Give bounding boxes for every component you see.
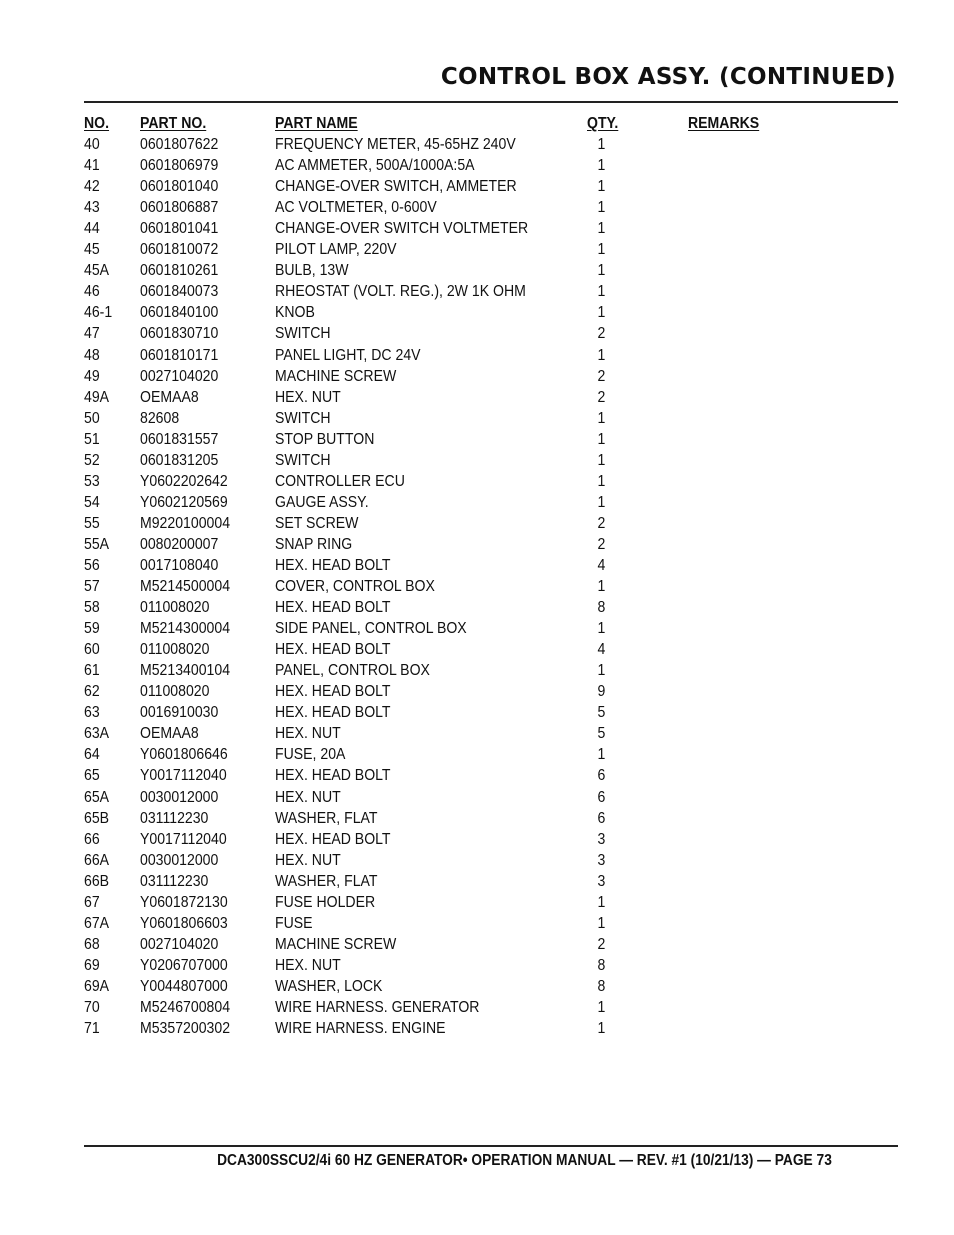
cell-qty: 1 [597,283,606,301]
cell-no: 44 [84,220,100,238]
parts-table [84,113,844,1039]
cell-part-no: 0601806887 [140,199,219,217]
cell-part-name: BULB, 13W [275,262,349,280]
cell-no: 66B [84,872,110,890]
cell-qty: 1 [597,136,606,154]
cell-qty: 5 [597,704,606,722]
cell-qty: 1 [597,346,606,364]
table-row [84,976,844,997]
cell-remarks [688,681,820,702]
cell-part-name: FUSE, 20A [275,746,346,764]
cell-remarks [688,260,820,281]
cell-qty: 1 [597,451,606,469]
table-row [84,302,844,323]
header-qty: QTY. [587,115,619,132]
cell-qty: 6 [597,788,606,806]
cell-part-name: AC VOLTMETER, 0-600V [275,199,437,217]
table-row [84,534,844,555]
cell-part-name: MACHINE SCREW [275,367,397,385]
cell-qty: 3 [597,851,606,869]
cell-qty: 2 [597,388,606,406]
table-row [84,218,844,239]
cell-part-no: 0601810171 [140,346,219,364]
cell-part-name: PANEL LIGHT, DC 24V [275,346,421,364]
cell-part-no: 0601830710 [140,325,219,343]
cell-qty: 1 [597,430,606,448]
table-row [84,808,844,829]
cell-part-no: Y0602202642 [140,472,228,490]
cell-remarks [688,576,820,597]
cell-part-no: 0601810072 [140,241,219,259]
cell-part-name: WASHER, FLAT [275,809,378,827]
cell-no: 40 [84,136,100,154]
cell-qty: 2 [597,325,606,343]
cell-part-name: HEX. HEAD BOLT [275,599,391,617]
cell-part-name: PILOT LAMP, 220V [275,241,397,259]
cell-part-no: 0601840100 [140,304,219,322]
cell-part-no: 031112230 [140,872,209,890]
cell-part-name: RHEOSTAT (VOLT. REG.), 2W 1K OHM [275,283,526,301]
cell-qty: 1 [597,241,606,259]
cell-no: 68 [84,935,100,953]
table-row [84,366,844,387]
cell-part-name: WASHER, FLAT [275,872,378,890]
cell-no: 71 [84,1020,100,1038]
cell-no: 50 [84,409,100,427]
cell-qty: 1 [597,578,606,596]
cell-remarks [688,892,820,913]
cell-remarks [688,871,820,892]
cell-part-no: 0030012000 [140,851,219,869]
cell-qty: 1 [597,662,606,680]
cell-part-name: HEX. NUT [275,725,341,743]
cell-part-no: 0601807622 [140,136,219,154]
cell-qty: 1 [597,178,606,196]
table-row [84,765,844,786]
cell-no: 65B [84,809,110,827]
cell-part-name: PANEL, CONTROL BOX [275,662,430,680]
cell-part-name: WIRE HARNESS. GENERATOR [275,998,480,1016]
cell-part-no: 0601840073 [140,283,219,301]
cell-remarks [688,281,820,302]
cell-part-no: 011008020 [140,683,210,701]
table-row [84,787,844,808]
cell-no: 66A [84,851,110,869]
cell-qty: 1 [597,157,606,175]
cell-remarks [688,387,820,408]
cell-qty: 2 [597,935,606,953]
cell-part-name: HEX. HEAD BOLT [275,767,391,785]
cell-no: 48 [84,346,100,364]
cell-no: 55 [84,514,100,532]
cell-part-no: OEMAA8 [140,725,199,743]
table-row [84,387,844,408]
cell-part-no: 0080200007 [140,535,219,553]
cell-qty: 5 [597,725,606,743]
footer-divider [84,1145,898,1147]
cell-remarks [688,197,820,218]
cell-part-name: SWITCH [275,409,331,427]
cell-part-name: HEX. HEAD BOLT [275,641,391,659]
cell-part-no: Y0017112040 [140,767,227,785]
cell-remarks [688,302,820,323]
cell-part-no: Y0017112040 [140,830,227,848]
table-row [84,155,844,176]
cell-part-no: 0601801041 [140,220,219,238]
cell-remarks [688,955,820,976]
cell-qty: 2 [597,535,606,553]
cell-no: 56 [84,556,100,574]
table-row [84,955,844,976]
cell-part-name: FREQUENCY METER, 45-65HZ 240V [275,136,516,154]
table-row [84,492,844,513]
cell-qty: 1 [597,493,606,511]
cell-no: 49 [84,367,100,385]
cell-no: 67 [84,893,100,911]
cell-part-no: 0601806979 [140,157,219,175]
cell-part-no: 0601831205 [140,451,219,469]
cell-remarks [688,934,820,955]
cell-part-name: HEX. NUT [275,851,341,869]
cell-qty: 1 [597,409,606,427]
cell-part-no: Y0601872130 [140,893,228,911]
table-row [84,281,844,302]
cell-remarks [688,850,820,871]
cell-part-no: 0017108040 [140,556,219,574]
table-row [84,618,844,639]
cell-no: 53 [84,472,100,490]
cell-qty: 1 [597,620,606,638]
table-row [84,829,844,850]
cell-part-no: 0601801040 [140,178,219,196]
cell-part-name: KNOB [275,304,315,322]
cell-part-no: Y0601806603 [140,914,228,932]
cell-no: 62 [84,683,100,701]
cell-part-name: SWITCH [275,325,331,343]
header-remarks: REMARKS [688,115,760,132]
cell-part-name: HEX. HEAD BOLT [275,556,391,574]
cell-qty: 2 [597,367,606,385]
table-row [84,134,844,155]
cell-part-name: HEX. NUT [275,956,341,974]
cell-part-no: M5357200302 [140,1020,231,1038]
cell-part-name: FUSE HOLDER [275,893,376,911]
cell-part-name: CHANGE-OVER SWITCH VOLTMETER [275,220,529,238]
cell-no: 45 [84,241,100,259]
cell-part-name: MACHINE SCREW [275,935,397,953]
table-row [84,471,844,492]
cell-part-no: M5214300004 [140,620,231,638]
cell-part-no: Y0601806646 [140,746,228,764]
cell-part-name: HEX. NUT [275,788,341,806]
cell-remarks [688,787,820,808]
cell-remarks [688,702,820,723]
cell-no: 46-1 [84,304,113,322]
cell-qty: 1 [597,304,606,322]
cell-remarks [688,808,820,829]
cell-remarks [688,660,820,681]
cell-remarks [688,976,820,997]
cell-qty: 1 [597,893,606,911]
header-part-no: PART NO. [140,115,207,132]
table-row [84,429,844,450]
cell-remarks [688,134,820,155]
cell-part-name: STOP BUTTON [275,430,375,448]
cell-qty: 1 [597,472,606,490]
cell-remarks [688,997,820,1018]
cell-remarks [688,492,820,513]
table-row [84,681,844,702]
cell-part-no: 0601831557 [140,430,219,448]
table-row [84,639,844,660]
cell-no: 63 [84,704,100,722]
cell-part-no: 0016910030 [140,704,219,722]
cell-no: 70 [84,998,100,1016]
table-row [84,660,844,681]
cell-no: 42 [84,178,100,196]
table-row [84,997,844,1018]
cell-remarks [688,155,820,176]
cell-remarks [688,366,820,387]
cell-part-no: Y0044807000 [140,977,228,995]
table-row [84,450,844,471]
cell-remarks [688,513,820,534]
cell-no: 43 [84,199,100,217]
cell-part-no: 0027104020 [140,367,219,385]
cell-no: 63A [84,725,110,743]
cell-part-no: 0027104020 [140,935,219,953]
cell-part-no: 0601810261 [140,262,219,280]
cell-remarks [688,913,820,934]
cell-no: 60 [84,641,100,659]
cell-no: 45A [84,262,110,280]
table-row [84,260,844,281]
table-row [84,576,844,597]
table-row [84,892,844,913]
title-divider [84,101,898,103]
cell-no: 69A [84,977,110,995]
table-row [84,323,844,344]
cell-part-no: M5246700804 [140,998,231,1016]
cell-part-no: Y0602120569 [140,493,228,511]
cell-remarks [688,471,820,492]
cell-qty: 4 [597,556,606,574]
cell-qty: 1 [597,220,606,238]
table-row [84,197,844,218]
cell-qty: 8 [597,977,606,995]
cell-remarks [688,555,820,576]
cell-qty: 8 [597,599,606,617]
table-row [84,555,844,576]
header-part-name: PART NAME [275,115,358,132]
cell-remarks [688,429,820,450]
cell-part-no: M5214500004 [140,578,231,596]
cell-no: 54 [84,493,100,511]
cell-qty: 1 [597,1020,606,1038]
header-no: NO. [84,115,110,132]
cell-part-name: GAUGE ASSY. [275,493,369,511]
cell-part-name: HEX. HEAD BOLT [275,704,391,722]
cell-part-name: CONTROLLER ECU [275,472,405,490]
cell-qty: 9 [597,683,606,701]
cell-remarks [688,597,820,618]
cell-qty: 3 [597,830,606,848]
cell-no: 69 [84,956,100,974]
cell-qty: 1 [597,998,606,1016]
cell-no: 64 [84,746,100,764]
cell-remarks [688,723,820,744]
cell-part-name: HEX. HEAD BOLT [275,683,391,701]
cell-no: 49A [84,388,110,406]
cell-part-no: 011008020 [140,599,210,617]
cell-part-name: SET SCREW [275,514,359,532]
cell-remarks [688,534,820,555]
table-row [84,408,844,429]
cell-no: 66 [84,830,100,848]
table-row [84,723,844,744]
cell-no: 59 [84,620,100,638]
cell-part-name: CHANGE-OVER SWITCH, AMMETER [275,178,517,196]
cell-remarks [688,618,820,639]
cell-part-name: WIRE HARNESS. ENGINE [275,1020,446,1038]
table-row [84,850,844,871]
cell-part-name: HEX. HEAD BOLT [275,830,391,848]
table-row [84,345,844,366]
table-row [84,913,844,934]
cell-part-no: 82608 [140,409,180,427]
table-row [84,1018,844,1039]
page-footer: DCA300SSCU2/4i 60 HZ GENERATOR• OPERATION MANUAL — REV. #1 (10/21/13) — PAGE 73 [217,1152,832,1169]
table-row [84,239,844,260]
cell-qty: 8 [597,956,606,974]
cell-part-name: WASHER, LOCK [275,977,383,995]
cell-remarks [688,218,820,239]
cell-no: 55A [84,535,110,553]
cell-remarks [688,176,820,197]
cell-qty: 1 [597,914,606,932]
page-title: CONTROL BOX ASSY. (CONTINUED) [440,64,896,90]
cell-remarks [688,323,820,344]
cell-no: 47 [84,325,100,343]
cell-part-no: 031112230 [140,809,209,827]
cell-qty: 1 [597,262,606,280]
table-row [84,176,844,197]
cell-remarks [688,1018,820,1039]
cell-no: 61 [84,662,100,680]
cell-no: 67A [84,914,110,932]
cell-qty: 6 [597,809,606,827]
cell-remarks [688,239,820,260]
cell-no: 65A [84,788,110,806]
cell-part-no: OEMAA8 [140,388,199,406]
cell-no: 65 [84,767,100,785]
cell-part-no: Y0206707000 [140,956,228,974]
cell-part-no: M5213400104 [140,662,231,680]
table-body [84,134,844,1039]
cell-qty: 2 [597,514,606,532]
cell-part-no: M9220100004 [140,514,231,532]
cell-part-name: HEX. NUT [275,388,341,406]
cell-no: 41 [84,157,100,175]
cell-remarks [688,345,820,366]
cell-no: 46 [84,283,100,301]
cell-part-no: 011008020 [140,641,210,659]
cell-qty: 1 [597,199,606,217]
cell-remarks [688,408,820,429]
cell-remarks [688,744,820,765]
cell-qty: 6 [597,767,606,785]
cell-remarks [688,639,820,660]
cell-qty: 4 [597,641,606,659]
cell-no: 58 [84,599,100,617]
table-header-row [84,113,844,134]
table-row [84,702,844,723]
cell-part-name: COVER, CONTROL BOX [275,578,435,596]
cell-qty: 1 [597,746,606,764]
cell-remarks [688,765,820,786]
cell-qty: 3 [597,872,606,890]
table-row [84,871,844,892]
table-row [84,744,844,765]
cell-part-no: 0030012000 [140,788,219,806]
cell-part-name: SWITCH [275,451,331,469]
cell-remarks [688,829,820,850]
cell-no: 51 [84,430,100,448]
cell-remarks [688,450,820,471]
cell-part-name: SIDE PANEL, CONTROL BOX [275,620,467,638]
cell-no: 57 [84,578,100,596]
cell-no: 52 [84,451,100,469]
table-row [84,513,844,534]
cell-part-name: FUSE [275,914,313,932]
table-row [84,934,844,955]
cell-part-name: AC AMMETER, 500A/1000A:5A [275,157,475,175]
cell-part-name: SNAP RING [275,535,353,553]
table-row [84,597,844,618]
